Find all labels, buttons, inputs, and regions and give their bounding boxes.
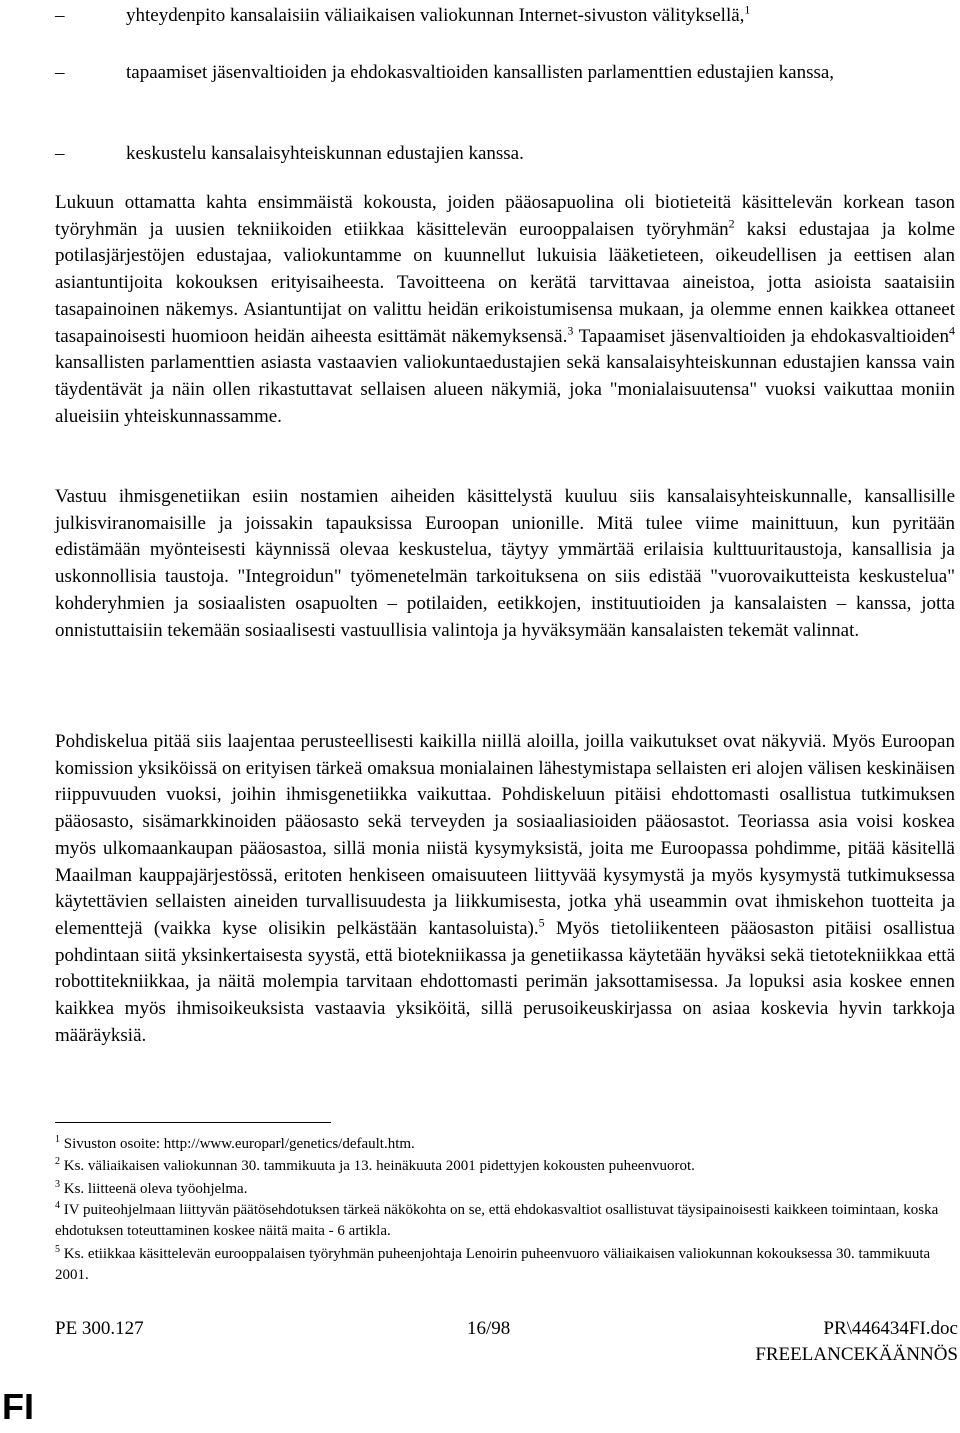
bullet-text: tapaamiset jäsenvaltioiden ja ehdokasvaltioiden kansallisten parlamenttien edustajien kanssa, xyxy=(126,62,835,83)
bullet-text: yhteydenpito kansalaisiin väliaikaisen valiokunnan Internet-sivuston välityksellä,$^1$ xyxy=(126,2,751,26)
paragraph-text: Lukuun ottamatta kahta ensimmäistä kokousta, joiden pääosapuolina oli biotieteitä käsittelevän korkean tason työryhmän ja uusien tekniikoiden etiikkaa käsittelevän eurooppalaisen työryhmän$^2$ kaksi edustajaa ja kolme potilasjärjestöjen edustajaa, valiokuntamme on kuunnellut lukuisia lääketieteen, oikeudellisen ja eettisen alan asiantuntijoita kokouksen erityisaiheesta. Tavoitteena on kerätä tarvittavaa aineistoa, jotta asioista saataisiin tasapainoinen näkemys. Asiantuntijat on valittu heidän erikoistumisensa mukaan, ja olemme ennen kaikkea ottaneet tasapainoisesti huomioon heidän aiheesta esittämät näkemyksensä.$^3$ Tapaamiset jäsenvaltioiden ja ehdokasvaltioiden$^4$ kansallisten parlamenttien asiasta vastaavien valiokuntaedustajien sekä kansalaisyhteiskunnan edustajien kanssa vain täydentävät ja näin ollen rikastuttavat sellaisen alueen näkymiä, joka "monialaisuutensa" vuoksi vaikuttaa moniin alueisiin yhteiskunnassamme. xyxy=(55,192,955,427)
footnote-ref: 4 xyxy=(949,323,955,338)
footnote: $^2$ Ks. väliaikaisen valiokunnan 30. tammikuuta ja 13. heinäkuuta 2001 pidettyjen kokousten puheenvuorot. xyxy=(55,1156,695,1174)
footnote-ref: 2 xyxy=(728,216,735,231)
page-number: 16/98 xyxy=(467,1318,511,1339)
footnote: $^4$ IV puiteohjelmaan liittyvän päätösehdotuksen tärkeä näkökohta on se, että ehdokasvaltiot osallistuvat täysipainoisesti kaikkeen toimintaan, koska ehdotuksen toteuttaminen koskee näitä maita - 6 artikla. xyxy=(55,1200,939,1239)
footnote-ref: 5 xyxy=(538,915,545,930)
footnote-separator xyxy=(55,1122,331,1123)
paragraph-1 xyxy=(55,190,955,430)
footnote: $^1$ Sivuston osoite: http://www.europarl/genetics/default.htm. xyxy=(55,1134,415,1152)
doc-number: PE 300.127 xyxy=(55,1318,144,1339)
paragraph-3 xyxy=(55,729,955,1049)
bullet-dash: – xyxy=(55,5,65,26)
footnote-ref: 1 xyxy=(744,2,751,17)
bullet-text: keskustelu kansalaisyhteiskunnan edustajien kanssa. xyxy=(126,143,524,164)
translation-label: FREELANCEKÄÄNNÖS xyxy=(755,1344,958,1365)
paragraph-2 xyxy=(55,484,955,644)
language-code: FI xyxy=(2,1386,34,1427)
footnote: $^3$ Ks. liitteenä oleva työohjelma. xyxy=(55,1179,248,1197)
footnote: $^5$ Ks. etiikkaa käsittelevän eurooppalaisen työryhmän puheenjohtaja Lenoirin puheenvuoro väliaikaisen valiokunnan kokouksessa 30. tammikuuta 2001. xyxy=(55,1244,931,1283)
paragraph-text: Vastuu ihmisgenetiikan esiin nostamien aiheiden käsittelystä kuuluu siis kansalaisyhteiskunnalle, kansallisille julkisviranomaisille ja joissakin tapauksissa Euroopan unionille. Mitä tulee viime mainittuun, kun pyritään edistämään myönteisesti käynnissä olevaa keskustelua, täytyy ymmärtää erilaisia kulttuuritaustoja, kansallisia ja uskonnollisia taustoja. "Integroidun" työmenetelmän tarkoituksena on siis edistää "vuorovaikutteista keskustelua" kohderyhmien ja sosiaalisten osapuolten – potilaiden, eetikkojen, instituutioiden ja kansalaisten – kanssa, jotta onnistuttaisiin tekemään sosiaalisesti vastuullisia valintoja ja hyväksymään kansalaisten tekemät valinnat. xyxy=(55,486,955,641)
paragraph-text: Pohdiskelua pitää siis laajentaa perusteellisesti kaikilla niillä aloilla, joilla vaikutukset ovat näkyviä. Myös Euroopan komission yksiköissä on erityisen tärkeä omaksua monialainen lähestymistapa sellaisten eri alojen välisen keskinäisen riippuvuuden vuoksi, joihin ihmisgenetiikka vaikuttaa. Pohdiskeluun pitäisi ehdottomasti osallistua tutkimuksen pääosasto, sisämarkkinoiden pääosasto sekä terveyden ja sosiaaliasioiden pääosastot. Teoriassa asia voisi koskea myös ulkomaankaupan pääosastoa, sillä monia niistä kysymyksistä, joita me Euroopassa pohdimme, pitää käsitellä Maailman kauppajärjestössä, eritoten henkiseen omaisuuteen liittyvää kysymystä ja myös kysymystä tutkimuksessa käytettävien sellaisten aineiden turvallisuudesta ja liikkumisesta, jotka yhä useammin ovat ihmiskehon tuotteita ja elementtejä (vaikka kyse olisikin pelkästään kantasoluista).$^5$ Myös tietoliikenteen pääosaston pitäisi osallistua pohdintaan siitä yksinkertaisesta syystä, että biotekniikassa ja genetiikassa käytetään hyväksi sekä tietotekniikkaa että robottitekniikkaa, ja näitä molempia tarvitaan ehdottomasti perimän jaksottamisessa. Ja lopuksi asia koskee ennen kaikkea myös ihmisoikeuksista vastaavia yksiköitä, sillä perusoikeuskirjassa on asiaa koskevia hyvin tarkkoja määräyksiä. xyxy=(55,731,955,1046)
bullet-dash: – xyxy=(55,62,65,83)
footnote-ref: 3 xyxy=(567,323,574,338)
bullet-dash: – xyxy=(55,143,65,164)
file-name: PR\446434FI.doc xyxy=(823,1318,958,1339)
